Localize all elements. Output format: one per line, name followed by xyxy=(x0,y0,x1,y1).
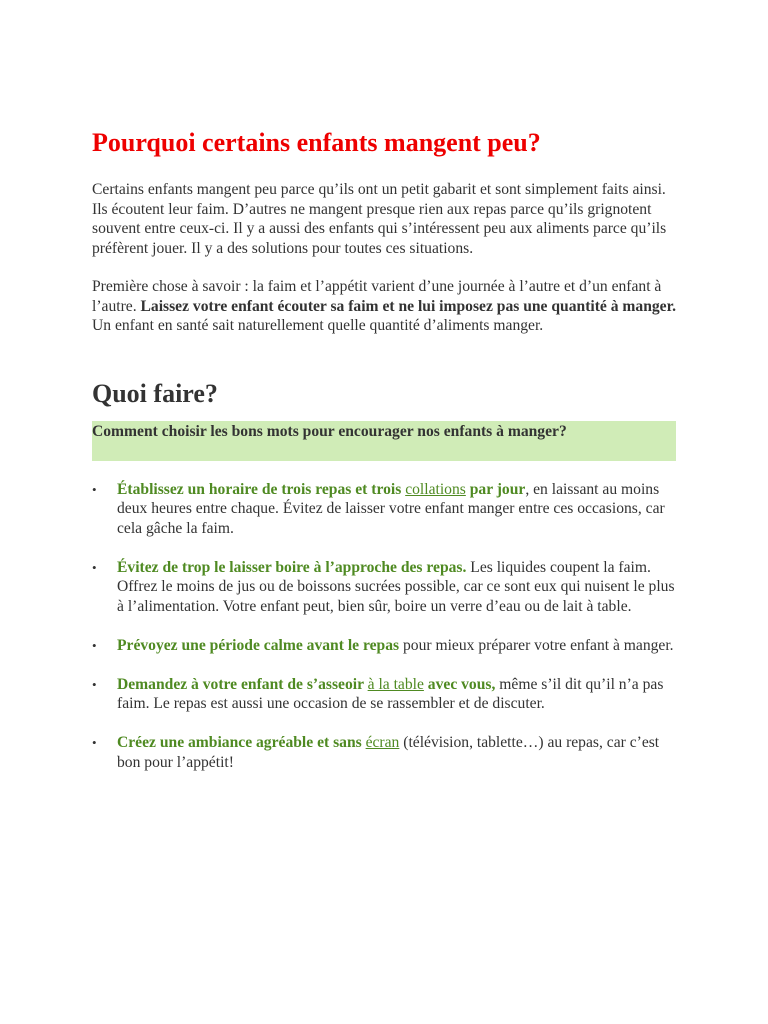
tip-text: (télévision, tablette…) au repas, car c’est bon pour l’appétit! xyxy=(117,734,660,771)
list-item xyxy=(92,558,678,617)
a-la-table-link[interactable]: à la table xyxy=(367,675,424,693)
tip-emphasis: Créez une ambiance agréable et sans xyxy=(117,734,366,751)
list-item xyxy=(92,636,678,656)
bullet-icon: • xyxy=(92,735,97,750)
tip-emphasis: Évitez de trop le laisser boire à l’approche des repas. xyxy=(117,558,467,576)
tip-text: pour mieux préparer votre enfant à manger. xyxy=(399,636,674,654)
tip-emphasis: Prévoyez une période calme avant le repas xyxy=(117,636,400,654)
tip-text: Les liquides coupent la faim. Offrez le moins de jus ou de boissons sucrées possible, car ce sont eux qui nuisent le plus à l’alimentation. Votre enfant peut, bien sûr, boire un verre d’eau ou de lait à table. xyxy=(117,558,675,615)
ecran-link[interactable]: écran xyxy=(365,734,400,751)
bullet-icon: • xyxy=(92,676,97,692)
tip-emphasis: Établissez un horaire de trois repas et trois xyxy=(117,480,406,498)
tip-emphasis: Demandez à votre enfant de s’asseoir xyxy=(117,675,368,693)
subheading-banner: Comment choisir les bons mots pour encourager nos enfants à manger? xyxy=(92,421,676,461)
document-content xyxy=(92,126,678,792)
list-item xyxy=(92,733,678,772)
bullet-icon: • xyxy=(92,481,97,497)
hunger-paragraph xyxy=(92,277,678,336)
page-title: Pourquoi certains enfants mangent peu? xyxy=(92,128,541,157)
tip-emphasis-end: par jour xyxy=(465,480,526,498)
tip-text: même s’il dit qu’il n’a pas faim. Le repas est aussi une occasion de se rassembler et de discuter. xyxy=(117,675,664,712)
tip-emphasis-end: avec vous, xyxy=(423,675,496,693)
bullet-icon: • xyxy=(92,559,97,575)
intro-paragraph: Certains enfants mangent peu parce qu’ils ont un petit gabarit et sont simplement faits ainsi. Ils écoutent leur faim. D’autres ne mangent presque rien aux repas parce qu’ils grignotent souvent entre ceux-ci. Il y a aussi des enfants qui s’intéressent peu aux aliments parce qu’ils préfèrent jouer. Il y a des solutions pour toutes ces situations. xyxy=(92,181,667,257)
section-title: Quoi faire? xyxy=(92,378,218,408)
hunger-paragraph-end: Un enfant en santé sait naturellement quelle quantité d’aliments manger. xyxy=(92,317,544,334)
bullet-icon: • xyxy=(92,637,97,653)
collations-link[interactable]: collations xyxy=(405,480,466,498)
tip-text: , en laissant au moins deux heures entre chaque. Évitez de laisser votre enfant manger entre ces occasions, car cela gâche la faim. xyxy=(117,480,665,537)
list-item xyxy=(92,675,678,714)
list-item xyxy=(92,480,678,539)
tips-list xyxy=(92,480,678,773)
hunger-paragraph-start: Première chose à savoir : la faim et l’appétit varient d’une journée à l’autre et d’un enfant à l’autre. xyxy=(92,278,662,315)
hunger-paragraph-bold: Laissez votre enfant écouter sa faim et ne lui imposez pas une quantité à manger. xyxy=(140,297,676,315)
